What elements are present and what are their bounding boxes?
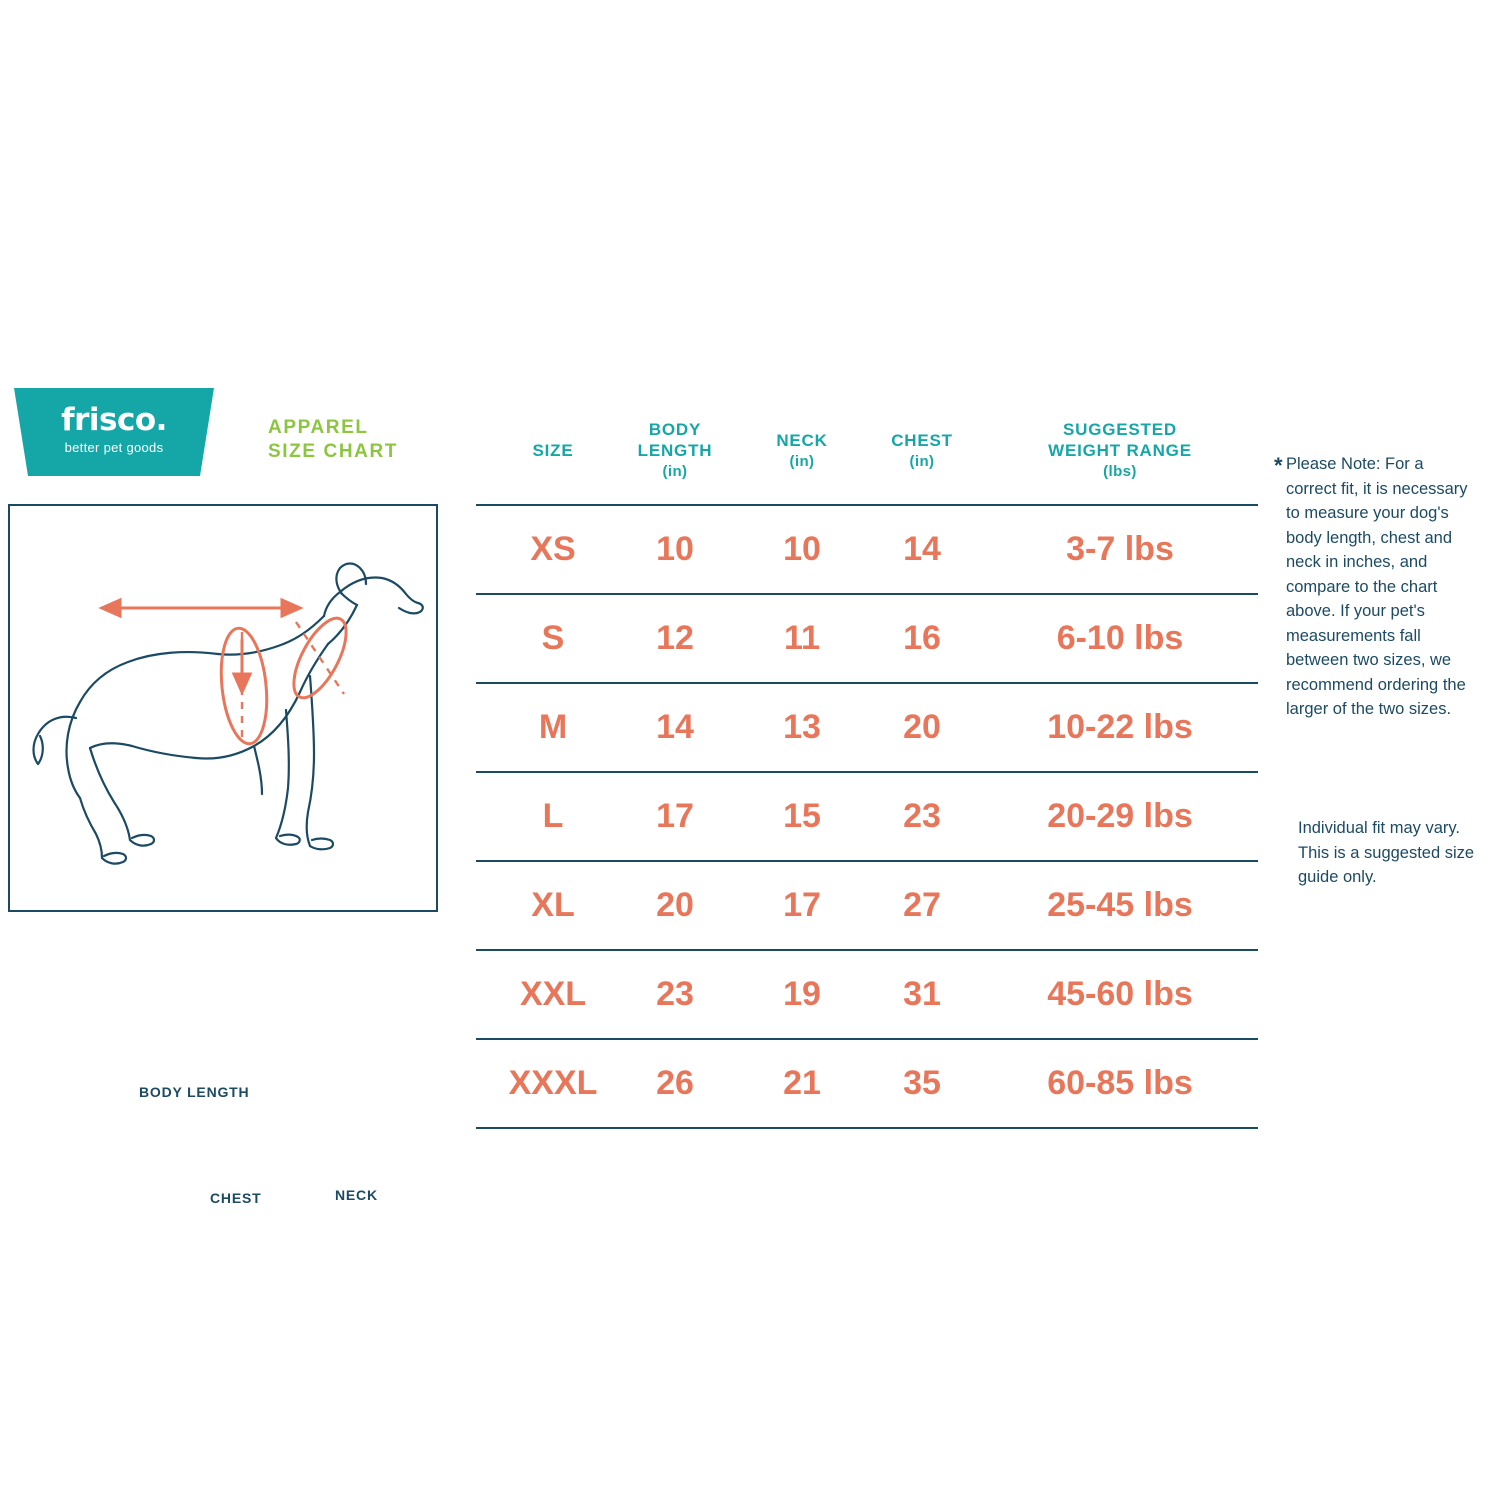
cell-weight: 60-85 lbs bbox=[1047, 1064, 1193, 1102]
column-unit-body-length: (in) bbox=[662, 463, 688, 480]
brand-name: frisco. bbox=[61, 402, 167, 438]
cell-chest: 35 bbox=[903, 1064, 941, 1102]
cell-weight: 10-22 lbs bbox=[1047, 708, 1193, 746]
cell-weight: 25-45 lbs bbox=[1047, 886, 1193, 924]
size-chart-table bbox=[476, 416, 1258, 1129]
table-row bbox=[476, 1038, 1258, 1129]
page-title-line1: APPAREL bbox=[268, 417, 369, 438]
cell-body-length: 20 bbox=[656, 886, 694, 924]
cell-size: XXXL bbox=[508, 1064, 598, 1102]
asterisk-icon: * bbox=[1274, 453, 1283, 478]
column-header-chest: CHEST (in) bbox=[862, 430, 982, 472]
cell-weight: 6-10 lbs bbox=[1056, 619, 1184, 657]
table-row bbox=[476, 771, 1258, 860]
cell-chest: 31 bbox=[903, 975, 941, 1013]
cell-weight: 20-29 lbs bbox=[1047, 797, 1193, 835]
dog-measurement-diagram bbox=[8, 504, 438, 1206]
cell-weight: 45-60 lbs bbox=[1047, 975, 1193, 1013]
cell-neck: 11 bbox=[784, 619, 820, 657]
page-title-line2: SIZE CHART bbox=[268, 441, 398, 462]
individual-fit-text: Individual fit may vary. This is a suggested size guide only. bbox=[1298, 819, 1475, 886]
cell-neck: 19 bbox=[783, 975, 821, 1013]
cell-body-length: 26 bbox=[656, 1064, 694, 1102]
cell-size: XS bbox=[530, 530, 576, 568]
cell-size: M bbox=[538, 708, 568, 746]
column-header-size: SIZE bbox=[532, 441, 574, 460]
cell-size: L bbox=[542, 797, 564, 835]
cell-neck: 13 bbox=[783, 708, 821, 746]
please-note-text bbox=[1274, 452, 1476, 722]
page-title bbox=[268, 416, 448, 464]
please-note-paragraph: Please Note: For a correct fit, it is necessary to measure your dog's body length, chest and neck in inches, and compare to the chart above. If your pet's measurements fall between two sizes, we recommend ordering the larger of the two sizes. bbox=[1286, 455, 1468, 718]
diagram-label-body-length: BODY LENGTH bbox=[139, 1084, 250, 1100]
cell-size: S bbox=[541, 619, 565, 657]
table-row bbox=[476, 860, 1258, 949]
cell-body-length: 14 bbox=[656, 708, 694, 746]
column-unit-chest: (in) bbox=[909, 453, 935, 470]
table-row bbox=[476, 682, 1258, 771]
cell-weight: 3-7 lbs bbox=[1066, 530, 1174, 568]
cell-neck: 10 bbox=[783, 530, 821, 568]
dog-illustration bbox=[10, 506, 436, 910]
cell-body-length: 10 bbox=[656, 530, 694, 568]
cell-body-length: 12 bbox=[656, 619, 694, 657]
cell-size: XXL bbox=[519, 975, 587, 1013]
table-row bbox=[476, 593, 1258, 682]
cell-chest: 27 bbox=[903, 886, 941, 924]
diagram-label-neck: NECK bbox=[335, 1187, 378, 1203]
cell-chest: 16 bbox=[903, 619, 941, 657]
cell-size: XL bbox=[531, 886, 575, 924]
column-header-neck: NECK (in) bbox=[742, 430, 862, 472]
table-row bbox=[476, 949, 1258, 1038]
column-unit-neck: (in) bbox=[789, 453, 815, 470]
diagram-label-chest: CHEST bbox=[210, 1190, 262, 1206]
cell-body-length: 17 bbox=[656, 797, 694, 835]
column-header-body-length: BODY LENGTH (in) bbox=[608, 419, 742, 482]
cell-chest: 20 bbox=[903, 708, 941, 746]
cell-neck: 17 bbox=[783, 886, 821, 924]
brand-tagline: better pet goods bbox=[64, 440, 164, 455]
column-header-weight-range: SUGGESTED WEIGHT RANGE (lbs) bbox=[982, 419, 1258, 482]
cell-chest: 23 bbox=[903, 797, 941, 835]
brand-badge bbox=[14, 388, 214, 476]
cell-neck: 15 bbox=[783, 797, 821, 835]
column-unit-weight-range: (lbs) bbox=[1103, 463, 1137, 480]
table-row bbox=[476, 504, 1258, 593]
table-header-row bbox=[476, 416, 1258, 504]
cell-chest: 14 bbox=[903, 530, 941, 568]
cell-body-length: 23 bbox=[656, 975, 694, 1013]
cell-neck: 21 bbox=[783, 1064, 821, 1102]
